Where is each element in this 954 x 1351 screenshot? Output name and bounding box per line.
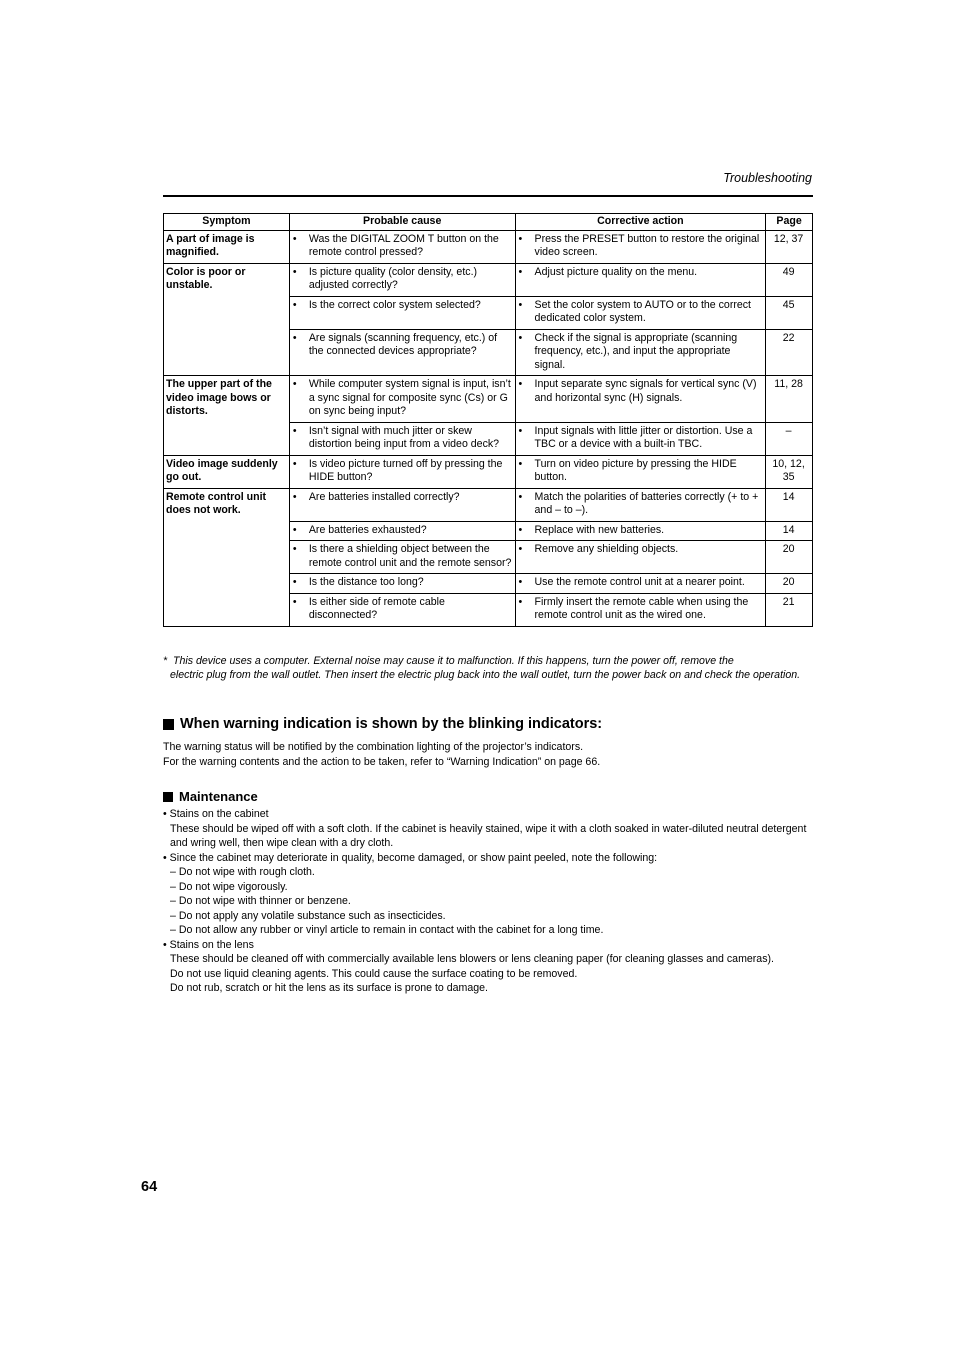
bullet-icon: • bbox=[518, 378, 523, 390]
header-probable-cause: Probable cause bbox=[289, 214, 515, 231]
bullet-icon: • bbox=[292, 378, 297, 390]
page-ref-cell: 20 bbox=[766, 574, 813, 594]
bullet-icon: • bbox=[292, 490, 297, 503]
corrective-action-cell bbox=[515, 376, 766, 423]
warning-section-heading bbox=[163, 716, 602, 732]
bullet-icon: • bbox=[518, 265, 523, 278]
cause-text: Are signals (scanning frequency, etc.) of the connected devices appropriate? bbox=[308, 331, 498, 357]
corrective-action-cell bbox=[515, 541, 766, 574]
square-bullet-icon bbox=[163, 719, 174, 730]
probable-cause-cell bbox=[289, 521, 515, 541]
table-row bbox=[164, 488, 813, 521]
running-header: Troubleshooting bbox=[723, 171, 812, 185]
corrective-action-cell bbox=[515, 574, 766, 594]
symptom-cell: The upper part of the video image bows or distorts. bbox=[164, 376, 290, 456]
header-page: Page bbox=[766, 214, 813, 231]
action-text: Set the color system to AUTO or to the correct dedicated color system. bbox=[534, 298, 752, 324]
probable-cause-cell bbox=[289, 541, 515, 574]
table-row bbox=[164, 376, 813, 423]
cause-text: Are batteries installed correctly? bbox=[308, 490, 460, 503]
header-corrective-action: Corrective action bbox=[515, 214, 766, 231]
bullet-icon: • bbox=[292, 595, 297, 608]
page-number: 64 bbox=[141, 1179, 158, 1195]
action-text: Match the polarities of batteries correctly (+ to + and – to –). bbox=[534, 490, 759, 516]
footnote-rest: electric plug from the wall outlet. Then insert the electric plug back into the wall outlet, turn the power back on and check the operation. bbox=[170, 669, 801, 681]
action-text: Check if the signal is appropriate (scanning frequency, etc.), and input the appropriate signal. bbox=[534, 331, 738, 371]
footnote bbox=[163, 654, 813, 682]
footnote-mark: * bbox=[163, 655, 168, 667]
bullet-icon: • bbox=[292, 232, 297, 245]
page-ref-cell: 10, 12, 35 bbox=[766, 455, 813, 488]
cause-text: Was the DIGITAL ZOOM T button on the remote control pressed? bbox=[308, 232, 499, 258]
table-row bbox=[164, 230, 813, 263]
page-ref-cell: 45 bbox=[766, 296, 813, 329]
warning-line-1: The warning status will be notified by the combination lighting of the projector’s indicators. bbox=[163, 741, 584, 753]
symptom-cell: Remote control unit does not work. bbox=[164, 488, 290, 626]
maintenance-line: • Stains on the cabinet bbox=[163, 808, 269, 820]
corrective-action-cell bbox=[515, 230, 766, 263]
bullet-icon: • bbox=[292, 523, 297, 536]
warning-line-2: For the warning contents and the action to be taken, refer to “Warning Indication” on page 66. bbox=[163, 755, 601, 768]
page-ref-cell: 22 bbox=[766, 329, 813, 376]
troubleshooting-table bbox=[163, 213, 813, 627]
bullet-icon: • bbox=[518, 232, 523, 245]
bullet-icon: • bbox=[518, 424, 523, 437]
warning-heading-text: When warning indication is shown by the blinking indicators: bbox=[180, 716, 603, 732]
bullet-icon: • bbox=[518, 457, 523, 470]
cause-text: Is the distance too long? bbox=[308, 576, 424, 588]
probable-cause-cell bbox=[289, 593, 515, 626]
corrective-action-cell bbox=[515, 488, 766, 521]
cause-text: Is picture quality (color density, etc.) adjusted correctly? bbox=[308, 265, 478, 291]
page-ref-cell: 14 bbox=[766, 521, 813, 541]
maintenance-line: – Do not wipe with thinner or benzene. bbox=[170, 895, 351, 907]
maintenance-line: These should be cleaned off with commercially available lens blowers or lens cleaning paper (for cleaning glasses and cameras). bbox=[170, 953, 774, 965]
maintenance-line: – Do not wipe with rough cloth. bbox=[170, 866, 315, 878]
page-ref-cell: 14 bbox=[766, 488, 813, 521]
corrective-action-cell bbox=[515, 263, 766, 296]
action-text: Turn on video picture by pressing the HIDE button. bbox=[534, 457, 737, 483]
table-body bbox=[164, 230, 813, 626]
symptom-cell: A part of image is magnified. bbox=[164, 230, 290, 263]
action-text: Replace with new batteries. bbox=[534, 523, 665, 536]
corrective-action-cell bbox=[515, 593, 766, 626]
bullet-icon: • bbox=[518, 543, 523, 555]
maintenance-line: Do not use liquid cleaning agents. This could cause the surface coating to be removed. bbox=[170, 967, 578, 980]
maintenance-line: – Do not wipe vigorously. bbox=[170, 880, 288, 893]
probable-cause-cell bbox=[289, 422, 515, 455]
cause-text: Is there a shielding object between the remote control unit and the remote sensor? bbox=[308, 543, 512, 569]
cause-text: Is either side of remote cable disconnected? bbox=[308, 595, 445, 621]
action-text: Press the PRESET button to restore the original video screen. bbox=[534, 232, 760, 258]
probable-cause-cell bbox=[289, 329, 515, 376]
maintenance-line: – Do not allow any rubber or vinyl article to remain in contact with the cabinet for a long time. bbox=[170, 924, 604, 936]
bullet-icon: • bbox=[518, 490, 523, 503]
action-text: Adjust picture quality on the menu. bbox=[534, 265, 698, 278]
cause-text: Is video picture turned off by pressing the HIDE button? bbox=[308, 457, 503, 483]
probable-cause-cell bbox=[289, 488, 515, 521]
action-text: Remove any shielding objects. bbox=[534, 543, 679, 555]
cause-text: Isn’t signal with much jitter or skew distortion being input from a video deck? bbox=[308, 424, 500, 450]
probable-cause-cell bbox=[289, 296, 515, 329]
bullet-icon: • bbox=[292, 298, 297, 311]
bullet-icon: • bbox=[292, 331, 297, 344]
corrective-action-cell bbox=[515, 455, 766, 488]
maintenance-line: • Since the cabinet may deteriorate in quality, become damaged, or show paint peeled, note the following: bbox=[163, 851, 658, 864]
square-bullet-icon bbox=[163, 792, 173, 802]
action-text: Input signals with little jitter or distortion. Use a TBC or a device with a built-in TBC. bbox=[534, 424, 753, 450]
corrective-action-cell bbox=[515, 422, 766, 455]
maintenance-line: Do not rub, scratch or hit the lens as its surface is prone to damage. bbox=[170, 982, 488, 994]
table-row bbox=[164, 263, 813, 296]
cause-text: Are batteries exhausted? bbox=[308, 523, 427, 536]
symptom-cell: Video image suddenly go out. bbox=[164, 455, 290, 488]
maintenance-body bbox=[163, 807, 813, 996]
maintenance-line: • Stains on the lens bbox=[163, 938, 254, 951]
table-header-row bbox=[164, 214, 813, 231]
action-text: Firmly insert the remote cable when using the remote control unit as the wired one. bbox=[534, 595, 749, 621]
header-rule bbox=[163, 195, 813, 197]
bullet-icon: • bbox=[518, 523, 523, 536]
action-text: Input separate sync signals for vertical sync (V) and horizontal sync (H) signals. bbox=[534, 378, 757, 404]
maintenance-line: – Do not apply any volatile substance such as insecticides. bbox=[170, 909, 446, 922]
bullet-icon: • bbox=[292, 265, 297, 278]
maintenance-line: These should be wiped off with a soft cloth. If the cabinet is heavily stained, wipe it with a cloth soaked in water-diluted neutral detergent and wring well, then wipe clean with a dry cloth. bbox=[170, 822, 807, 849]
corrective-action-cell bbox=[515, 296, 766, 329]
cause-text: Is the correct color system selected? bbox=[308, 298, 481, 311]
probable-cause-cell bbox=[289, 455, 515, 488]
bullet-icon: • bbox=[518, 331, 523, 344]
corrective-action-cell bbox=[515, 329, 766, 376]
bullet-icon: • bbox=[292, 424, 297, 437]
page-ref-cell: 21 bbox=[766, 593, 813, 626]
action-text: Use the remote control unit at a nearer point. bbox=[534, 576, 745, 588]
maintenance-heading-text: Maintenance bbox=[179, 789, 258, 804]
page-ref-cell: 20 bbox=[766, 541, 813, 574]
bullet-icon: • bbox=[518, 576, 523, 588]
page-ref-cell: 11, 28 bbox=[766, 376, 813, 423]
footnote-line1: This device uses a computer. External noise may cause it to malfunction. If this happens, turn the power off, remove the bbox=[173, 655, 734, 667]
maintenance-heading bbox=[163, 789, 258, 804]
page-ref-cell: 12, 37 bbox=[766, 230, 813, 263]
page-ref-cell: – bbox=[766, 422, 813, 455]
table-row bbox=[164, 455, 813, 488]
cause-text: While computer system signal is input, isn’t a sync signal for composite sync (Cs) or G on sync being input? bbox=[308, 378, 511, 417]
bullet-icon: • bbox=[292, 543, 297, 555]
probable-cause-cell bbox=[289, 574, 515, 594]
probable-cause-cell bbox=[289, 230, 515, 263]
bullet-icon: • bbox=[292, 457, 297, 470]
probable-cause-cell bbox=[289, 376, 515, 423]
symptom-cell: Color is poor or unstable. bbox=[164, 263, 290, 376]
header-symptom: Symptom bbox=[164, 214, 290, 231]
probable-cause-cell bbox=[289, 263, 515, 296]
page-ref-cell: 49 bbox=[766, 263, 813, 296]
bullet-icon: • bbox=[518, 595, 523, 608]
corrective-action-cell bbox=[515, 521, 766, 541]
warning-paragraph bbox=[163, 740, 813, 769]
bullet-icon: • bbox=[518, 298, 523, 311]
bullet-icon: • bbox=[292, 576, 297, 588]
